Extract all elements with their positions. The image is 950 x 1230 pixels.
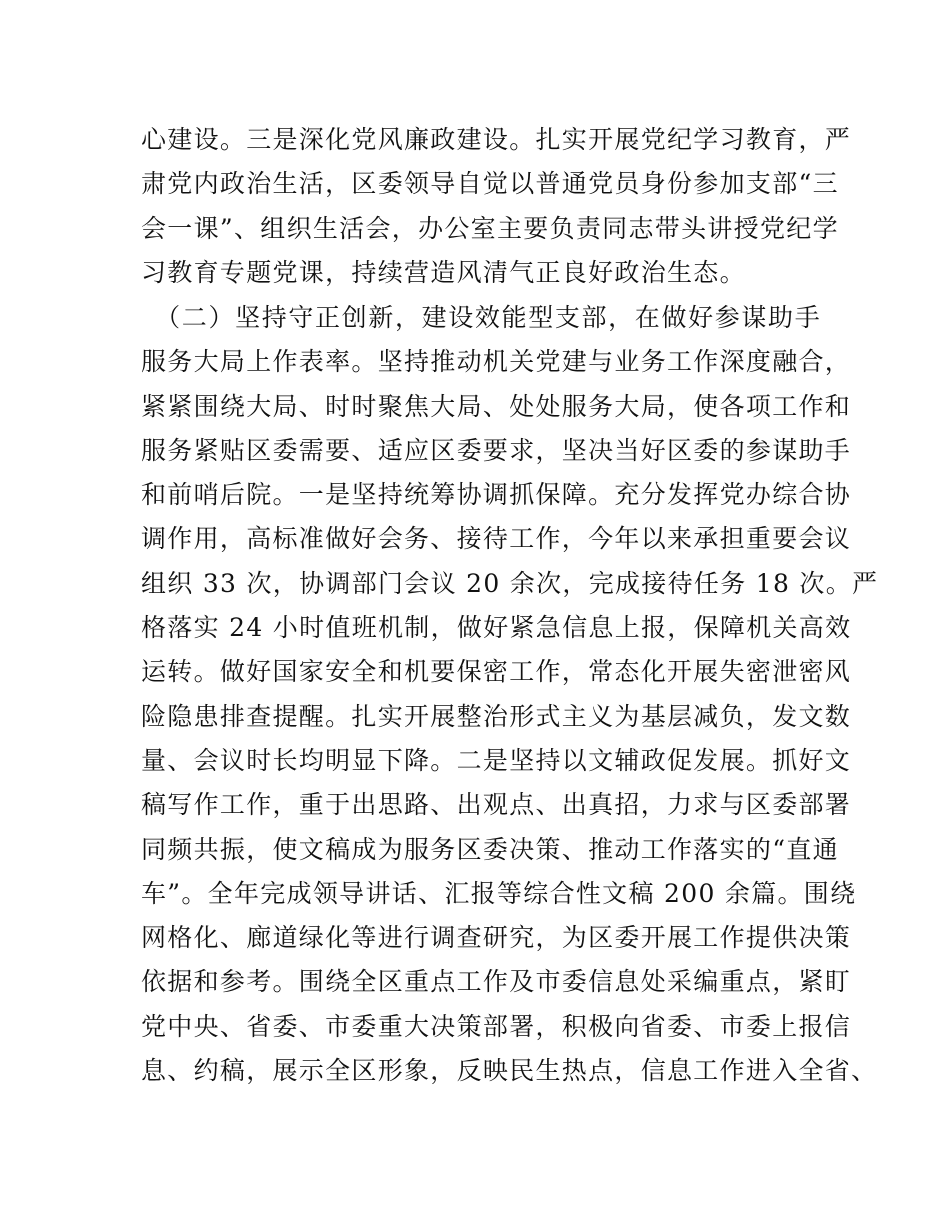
text-line: 运转。做好国家安全和机要保密工作，常态化开展失密泄密风 <box>141 657 852 687</box>
text-line: 车”。全年完成领导讲话、汇报等综合性文稿 200 余篇。围绕 <box>141 878 857 908</box>
text-line: 服务紧贴区委需要、适应区委要求，坚决当好区委的参谋助手 <box>141 435 852 465</box>
text-line: 同频共振，使文稿成为服务区委决策、推动工作落实的“直通 <box>141 834 839 864</box>
text-line: 紧紧围绕大局、时时聚焦大局、处处服务大局，使各项工作和 <box>141 391 852 421</box>
text-line: 格落实 24 小时值班机制，做好紧急信息上报，保障机关高效 <box>141 613 852 643</box>
text-line: 组织 33 次，协调部门会议 20 余次，完成接待任务 18 次。严 <box>141 568 879 598</box>
text-line: 险隐患排查提醒。扎实开展整治形式主义为基层减负，发文数 <box>141 701 852 731</box>
paragraph-1 <box>141 118 852 295</box>
text-line: 依据和参考。围绕全区重点工作及市委信息处采编重点，紧盯 <box>141 967 852 997</box>
text-line: 量、会议时长均明显下降。二是坚持以文辅政促发展。抓好文 <box>141 745 852 775</box>
paragraph-2 <box>141 296 879 1093</box>
text-line: 网格化、廊道绿化等进行调查研究，为区委开展工作提供决策 <box>141 923 852 953</box>
text-line: 调作用，高标准做好会务、接待工作，今年以来承担重要会议 <box>141 524 852 554</box>
text-line: 习教育专题党课，持续营造风清气正良好政治生态。 <box>141 257 746 287</box>
text-line: 息、约稿，展示全区形象，反映民生热点，信息工作进入全省、 <box>141 1056 878 1086</box>
text-line: 会一课”、组织生活会，办公室主要负责同志带头讲授党纪学 <box>141 213 839 243</box>
text-line: 服务大局上作表率。坚持推动机关党建与业务工作深度融合， <box>141 347 852 377</box>
text-line: （二）坚持守正创新，建设效能型支部，在做好参谋助手 <box>141 303 821 332</box>
text-line: 心建设。三是深化党风廉政建设。扎实开展党纪学习教育，严 <box>141 125 852 154</box>
text-line: 和前哨后院。一是坚持统筹协调抓保障。充分发挥党办综合协 <box>141 480 852 510</box>
text-line: 肃党内政治生活，区委领导自觉以普通党员身份参加支部“三 <box>141 169 839 199</box>
text-line: 稿写作工作，重于出思路、出观点、出真招，力求与区委部署 <box>141 790 852 820</box>
text-line: 党中央、省委、市委重大决策部署，积极向省委、市委上报信 <box>141 1011 852 1041</box>
